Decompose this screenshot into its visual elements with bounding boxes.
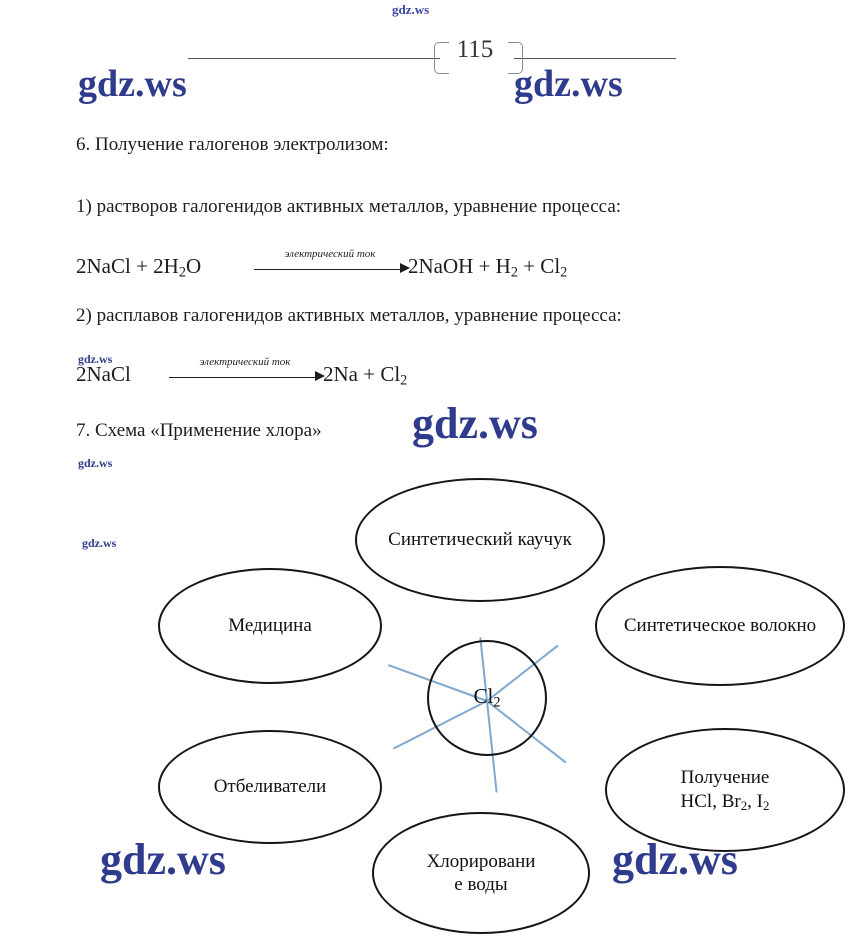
watermark-top: gdz.ws [392, 2, 430, 17]
diagram-node-bleach-label: Отбеливатели [213, 776, 327, 798]
equation-1-arrow [250, 248, 410, 278]
equation-2-left [76, 362, 131, 387]
equation-2-arrow-label: электрический ток [199, 356, 291, 368]
watermark-right-large: gdz.ws [514, 63, 623, 105]
watermark-small-three: gdz.ws [82, 536, 117, 550]
watermark-bottom-right: gdz.ws [612, 835, 738, 884]
item-7-title: 7. Схема «Применение хлора» [76, 420, 322, 441]
equation-2-right-text: $2Na + Cl_2$ [323, 362, 408, 389]
equation-1-right [408, 254, 567, 282]
equation-2-arrow-line [169, 377, 315, 378]
watermark-left-large: gdz.ws [78, 63, 187, 105]
diagram-node-fiber-label: Синтетическое волокно [623, 615, 817, 637]
equation-2-left-text: 2NaCl [76, 362, 131, 386]
equation-1-right-text: 2NaOH + $H_2 + Cl_2$ [408, 254, 568, 281]
diagram-node-medicine-label: Медицина [228, 615, 312, 637]
header-rule-right [514, 58, 676, 59]
watermark-bottom-left: gdz.ws [100, 835, 226, 884]
equation-1-arrow-line [254, 269, 400, 270]
equation-1-left-text: 2NaCl + $2H_2O$ [76, 254, 202, 281]
watermark-middle-large: gdz.ws [412, 399, 538, 448]
diagram-node-chlorination [372, 812, 590, 934]
diagram-node-medicine [158, 568, 382, 684]
chlorine-usage-diagram [0, 460, 864, 944]
diagram-node-fiber [595, 566, 845, 686]
watermark-small-one: gdz.ws [78, 352, 113, 366]
diagram-node-acids-label: Получение HCl, $Br_2$, $I_2$ [680, 767, 770, 813]
equation-2-right [323, 362, 407, 390]
diagram-node-center-label: $Cl_2$ [473, 684, 501, 711]
diagram-node-rubber [355, 478, 605, 602]
equation-1-arrow-label: электрический ток [284, 248, 376, 260]
equation-2-arrow [165, 356, 325, 386]
watermark-small-two: gdz.ws [78, 456, 113, 470]
bracket-right-icon [508, 42, 523, 74]
equation-1-left [76, 254, 201, 282]
diagram-node-acids [605, 728, 845, 852]
page-number: 115 [456, 36, 494, 63]
diagram-node-center [427, 640, 547, 756]
page-header [0, 36, 864, 76]
item-6-sub-1: 1) растворов галогенидов активных металлов, уравнение процесса: [76, 196, 622, 217]
item-6-sub-2: 2) расплавов галогенидов активных металлов, уравнение процесса: [76, 305, 622, 326]
header-rule-left [188, 58, 440, 59]
diagram-node-rubber-label: Синтетический каучук [388, 529, 572, 551]
item-6-title: 6. Получение галогенов электролизом: [76, 134, 389, 155]
diagram-node-chlorination-label: Хлорировани е воды [426, 850, 536, 895]
diagram-node-bleach [158, 730, 382, 844]
